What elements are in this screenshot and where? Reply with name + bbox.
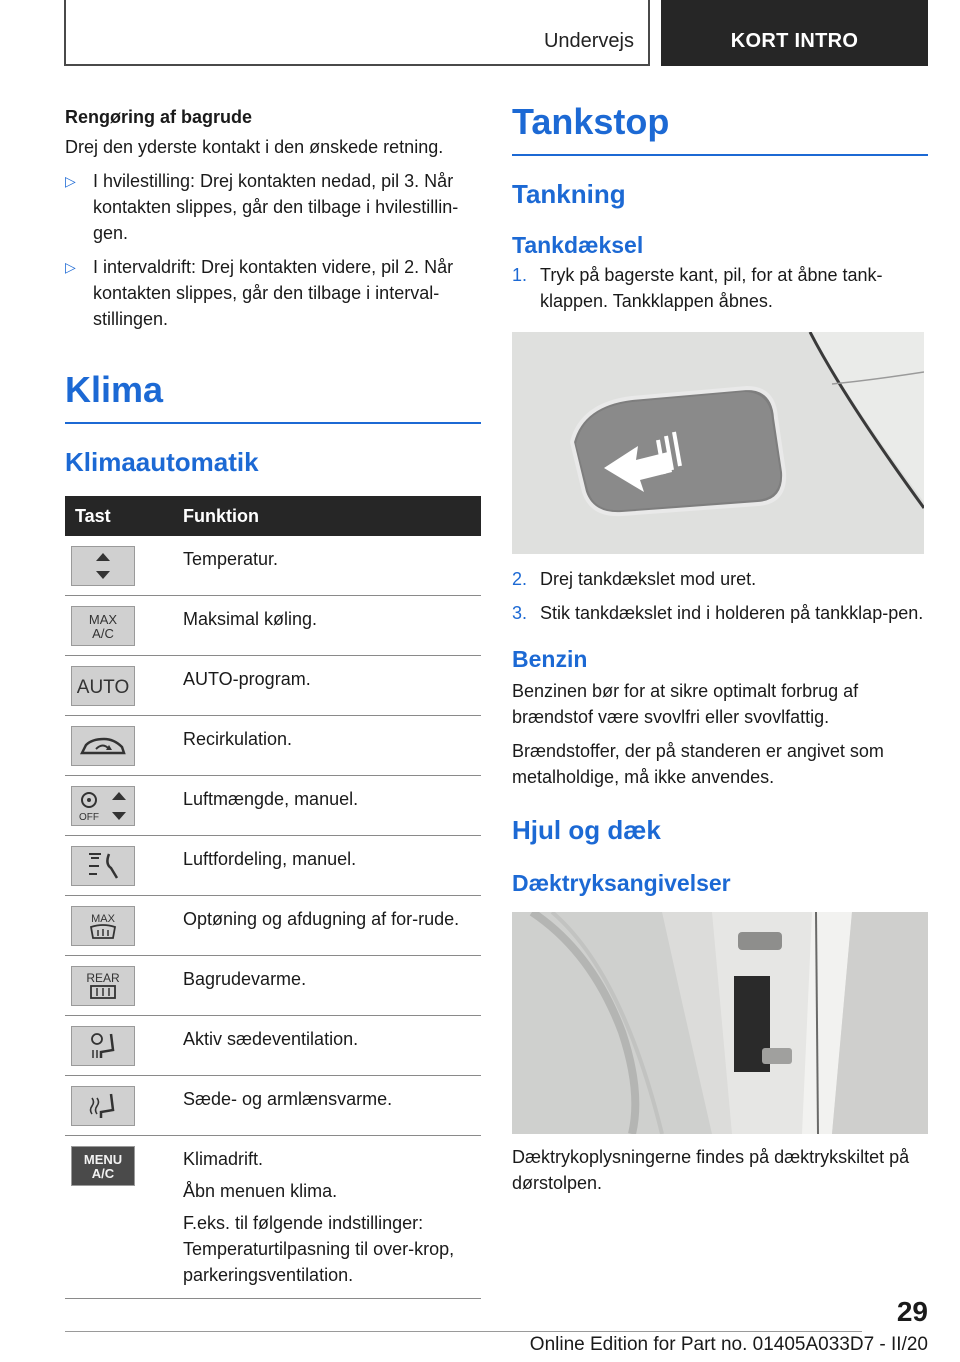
chapter-tab-label: Undervejs bbox=[543, 30, 634, 52]
row-text: AUTO-program. bbox=[183, 669, 311, 689]
heading-hjul-og-daek: Hjul og dæk bbox=[512, 815, 661, 845]
table-row bbox=[65, 1136, 481, 1299]
svg-text:OFF: OFF bbox=[79, 812, 99, 823]
row-text: F.eks. til følgende indstillinger: Temperaturtilpasning til over-krop, parkeringsventilation. bbox=[183, 1213, 455, 1285]
bullet-text: I intervaldrift: Drej kontakten videre, pil 2. Når kontakten slippes, går den tilbage i interval-stillingen. bbox=[93, 257, 454, 329]
table-row bbox=[65, 836, 481, 896]
benzin-paragraph-1: Benzinen bør for at sikre optimalt forbrug af brændstof være svovlfri eller svovlfattig. bbox=[512, 681, 859, 727]
heading-klimaautomatik: Klimaautomatik bbox=[65, 447, 259, 477]
row-text: Optøning og afdugning af for-rude. bbox=[183, 909, 460, 929]
step-number: 3. bbox=[512, 603, 528, 623]
step-number: 1. bbox=[512, 265, 528, 285]
heading-tankstop: Tankstop bbox=[512, 100, 928, 156]
row-text: Recirkulation. bbox=[183, 729, 293, 749]
step-text: Drej tankdækslet mod uret. bbox=[540, 569, 757, 589]
heading-daektryksangivelser: Dæktryksangivelser bbox=[512, 870, 731, 896]
right-column bbox=[512, 100, 928, 1196]
table-row bbox=[65, 656, 481, 716]
rear-defrost-icon bbox=[71, 966, 135, 1006]
step-number: 2. bbox=[512, 569, 528, 589]
row-text: Sæde- og armlænsvarme. bbox=[183, 1089, 393, 1109]
table-row bbox=[65, 776, 481, 836]
recirculation-icon bbox=[71, 726, 135, 766]
climate-keys-table bbox=[65, 496, 481, 1299]
seat-ventilation-icon bbox=[71, 1026, 135, 1066]
max-defrost-icon bbox=[71, 906, 135, 946]
rear-window-intro: Drej den yderste kontakt i den ønskede retning. bbox=[65, 137, 444, 157]
fan-speed-icon bbox=[71, 786, 135, 826]
edition-note: Online Edition for Part no. 01405A033D7 - II/20 bbox=[529, 1334, 928, 1355]
svg-text:MAX: MAX bbox=[88, 612, 118, 627]
tire-pressure-text: Dæktrykoplysningerne findes på dæktrykskiltet på dørstolpen. bbox=[512, 1147, 910, 1193]
table-row bbox=[65, 956, 481, 1016]
step-item bbox=[512, 566, 928, 592]
row-text: Maksimal køling. bbox=[183, 609, 318, 629]
benzin-paragraph-2: Brændstoffer, der på standeren er angivet som metalholdige, må ikke anvendes. bbox=[512, 741, 884, 787]
rear-window-heading: Rengøring af bagrude bbox=[65, 107, 253, 127]
row-text: Luftmængde, manuel. bbox=[183, 789, 359, 809]
heading-benzin: Benzin bbox=[512, 646, 588, 672]
page-header bbox=[64, 0, 928, 66]
table-row bbox=[65, 596, 481, 656]
table-row bbox=[65, 716, 481, 776]
heading-tankning: Tankning bbox=[512, 179, 626, 209]
row-text: Bagrudevarme. bbox=[183, 969, 307, 989]
step-item bbox=[512, 600, 928, 626]
seat-heating-icon bbox=[71, 1086, 135, 1126]
bullet-item bbox=[65, 168, 481, 246]
menu-ac-icon bbox=[71, 1146, 135, 1186]
svg-text:A/C: A/C bbox=[91, 1166, 115, 1181]
row-text: Åbn menuen klima. bbox=[183, 1181, 338, 1201]
fuel-flap-image bbox=[512, 332, 924, 554]
svg-text:REAR: REAR bbox=[86, 971, 120, 985]
row-text: Temperatur. bbox=[183, 549, 279, 569]
footer-divider bbox=[65, 1331, 862, 1332]
bullet-marker: ▷ bbox=[65, 259, 76, 275]
col-header-function: Funktion bbox=[183, 505, 259, 526]
bullet-text: I hvilestilling: Drej kontakten nedad, pil 3. Når kontakten slippes, går den tilbage i hvilestillin-gen. bbox=[93, 171, 459, 243]
left-column bbox=[65, 104, 481, 1299]
heading-klima: Klima bbox=[65, 368, 481, 424]
section-tab-label: KORT INTRO bbox=[730, 30, 859, 52]
section-tab bbox=[661, 0, 928, 66]
page-number: 29 bbox=[896, 1296, 928, 1327]
tire-pressure-label-image bbox=[512, 912, 928, 1134]
svg-text:AUTO: AUTO bbox=[77, 677, 129, 698]
bullet-item bbox=[65, 254, 481, 332]
step-text: Stik tankdækslet ind i holderen på tankklap-pen. bbox=[540, 603, 924, 623]
table-row bbox=[65, 896, 481, 956]
row-text: Luftfordeling, manuel. bbox=[183, 849, 357, 869]
table-row bbox=[65, 1076, 481, 1136]
row-text: Aktiv sædeventilation. bbox=[183, 1029, 359, 1049]
bullet-marker: ▷ bbox=[65, 173, 76, 189]
step-item bbox=[512, 262, 928, 314]
svg-text:MAX: MAX bbox=[91, 913, 115, 925]
air-distribution-icon bbox=[71, 846, 135, 886]
temperature-arrows-icon bbox=[71, 546, 135, 586]
auto-icon bbox=[71, 666, 135, 706]
table-row bbox=[65, 1016, 481, 1076]
heading-tankdaeksel: Tankdæksel bbox=[512, 232, 644, 258]
max-ac-icon bbox=[71, 606, 135, 646]
step-text: Tryk på bagerste kant, pil, for at åbne tank-klappen. Tankklappen åbnes. bbox=[540, 265, 883, 311]
svg-text:A/C: A/C bbox=[92, 626, 114, 641]
row-text: Klimadrift. bbox=[183, 1149, 264, 1169]
table-header bbox=[65, 496, 481, 536]
svg-text:MENU: MENU bbox=[83, 1152, 123, 1167]
chapter-tab bbox=[64, 0, 650, 66]
table-row bbox=[65, 536, 481, 596]
col-header-key: Tast bbox=[75, 505, 111, 526]
